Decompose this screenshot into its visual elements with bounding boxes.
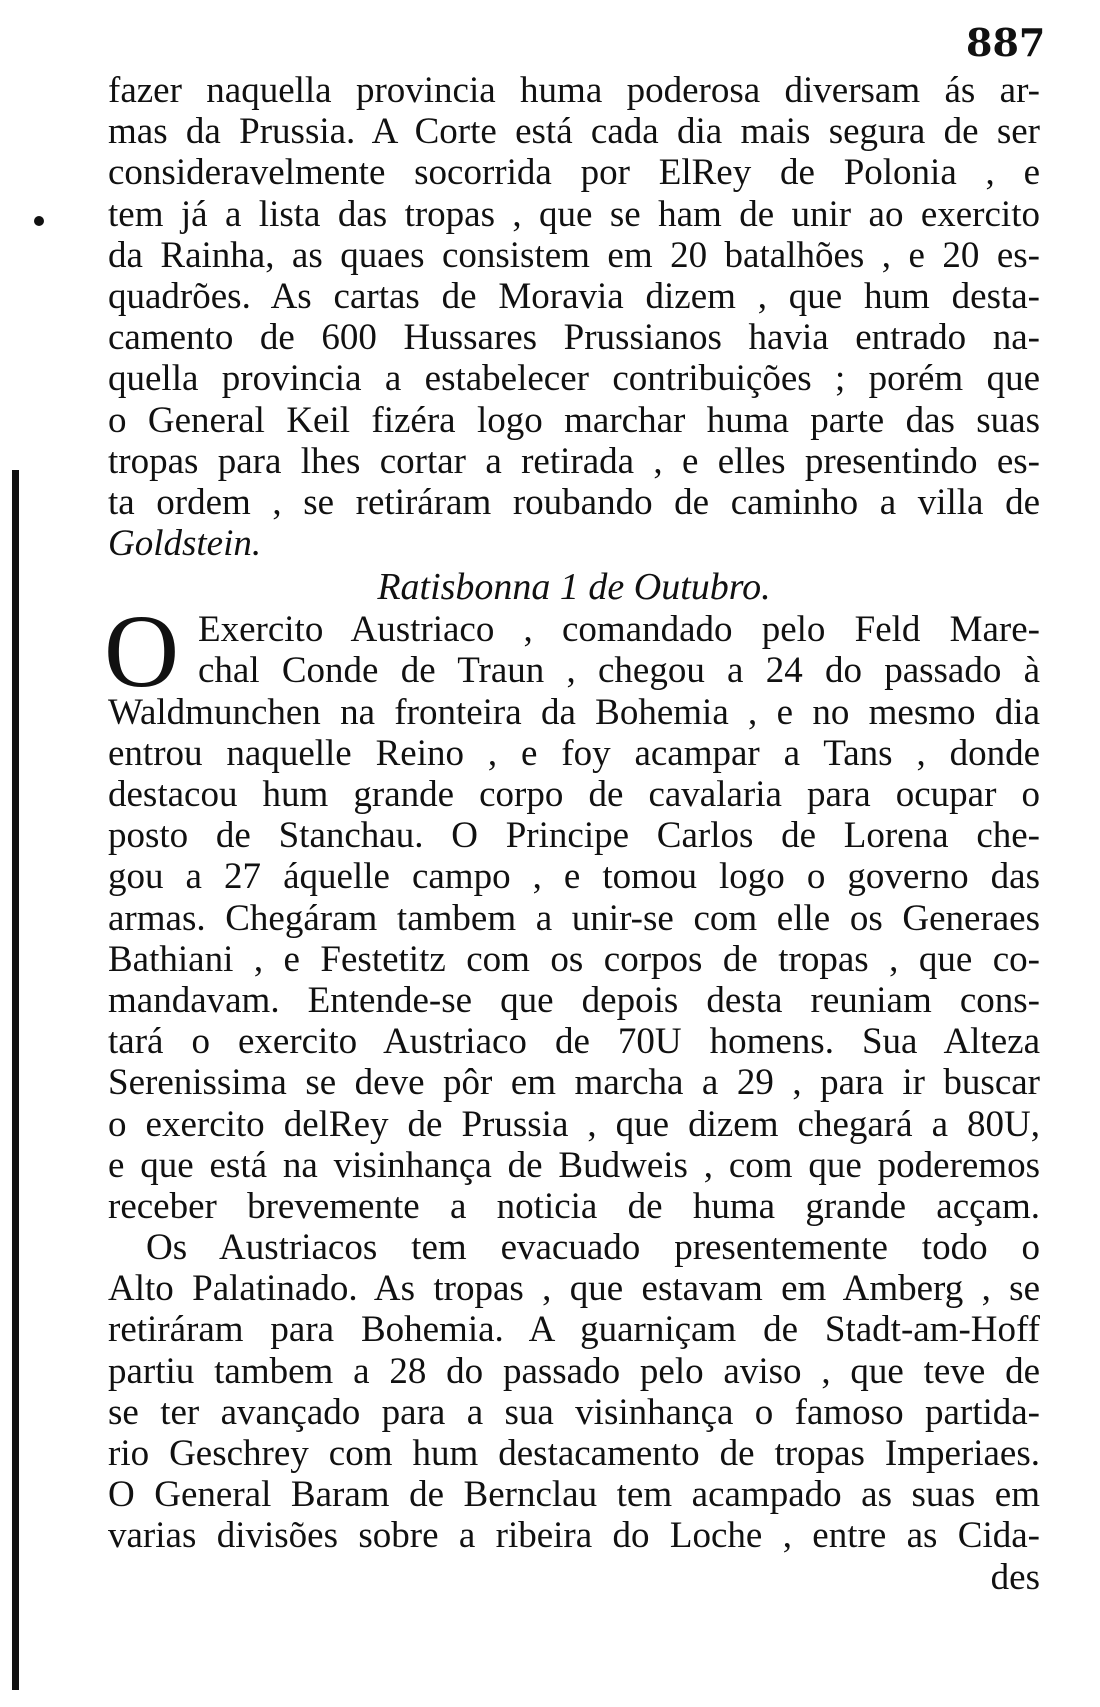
margin-dot — [34, 216, 44, 226]
text-line: O General Baram de Bernclau tem acampado as suas em — [108, 1474, 1040, 1516]
text-line: Waldmunchen na fronteira da Bohemia , e no mesmo dia — [108, 691, 1040, 733]
text-line: Serenissima se deve pôr em marcha a 29 , para ir buscar — [108, 1062, 1040, 1104]
text-line: varias divisões sobre a ribeira do Loche , entre as Cida- — [108, 1515, 1040, 1557]
text-line: partiu tambem a 28 do passado pelo aviso , que teve de — [108, 1350, 1040, 1392]
paragraph-1 — [104, 594, 1040, 1227]
text-line: destacou hum grande corpo de cavalaria para ocupar o — [108, 774, 1040, 815]
text-line: Alto Palatinado. As tropas , que estavam em Amberg , se — [108, 1268, 1040, 1310]
text-line: chal Conde de Traun , chegou a 24 do passado à — [198, 650, 1040, 692]
catchword: des — [990, 1556, 1040, 1598]
drop-cap: O — [104, 594, 180, 710]
text-line: receber brevemente a noticia de huma grande acçam. — [108, 1185, 1040, 1227]
paragraph-2 — [108, 1227, 1040, 1598]
margin-rule — [12, 470, 19, 1690]
text-line: Exercito Austriaco , comandado pelo Feld Mare- — [198, 609, 1040, 651]
text-line: quadrões. As cartas de Moravia dizem , que hum desta- — [108, 275, 1040, 317]
text-line: tará o exercito Austriaco de 70U homens. Sua Alteza — [108, 1021, 1040, 1063]
text-line: o exercito delRey de Prussia , que dizem chegará a 80U, — [108, 1103, 1040, 1145]
text-line: mandavam. Entende-se que depois desta reuniam cons- — [108, 979, 1040, 1021]
text-line: Os Austriacos tem evacuado presentemente todo o — [146, 1227, 1040, 1269]
text-line: da Rainha, as quaes consistem em 20 batalhões , e 20 es- — [108, 234, 1040, 276]
page-text — [104, 70, 1040, 1598]
text-line: quella provincia a estabelecer contribuições ; porém que — [108, 358, 1040, 400]
text-line: consideravelmente socorrida por ElRey de Polonia , e — [108, 152, 1040, 194]
text-line: tropas para lhes cortar a retirada , e elles presentindo es- — [108, 440, 1040, 482]
text-line: rio Geschrey com hum destacamento de tropas Imperiaes. — [108, 1433, 1040, 1474]
text-line: entrou naquelle Reino , e foy acampar a Tans , donde — [108, 732, 1040, 774]
text-line: o General Keil fizéra logo marchar huma parte das suas — [108, 399, 1040, 441]
dateline-heading: Ratisbonna 1 de Outubro. — [377, 566, 771, 609]
text-line: e que está na visinhança de Budweis , com que poderemos — [108, 1144, 1040, 1186]
text-line: Bathiani , e Festetitz com os corpos de tropas , que co- — [108, 938, 1040, 980]
text-line: fazer naquella provincia huma poderosa diversam ás ar- — [108, 70, 1040, 111]
text-line: posto de Stanchau. O Principe Carlos de Lorena che- — [108, 815, 1040, 857]
text-line: camento de 600 Hussares Prussianos havia entrado na- — [108, 317, 1040, 359]
text-line: armas. Chegáram tambem a unir-se com elle os Generaes — [108, 897, 1040, 939]
text-line: tem já a lista das tropas , que se ham de unir ao exercito — [108, 193, 1040, 235]
page-number: 887 — [966, 20, 1046, 65]
text-line: gou a 27 áquelle campo , e tomou logo o governo das — [108, 856, 1040, 898]
text-line: Goldstein. — [108, 523, 262, 565]
text-line: retiráram para Bohemia. A guarniçam de Stadt-am-Hoff — [108, 1309, 1040, 1351]
text-line: se ter avançado para a sua visinhança o famoso partida- — [108, 1391, 1040, 1433]
text-line: mas da Prussia. A Corte está cada dia mais segura de ser — [108, 111, 1040, 153]
text-line: ta ordem , se retiráram roubando de caminho a villa de — [108, 481, 1040, 523]
